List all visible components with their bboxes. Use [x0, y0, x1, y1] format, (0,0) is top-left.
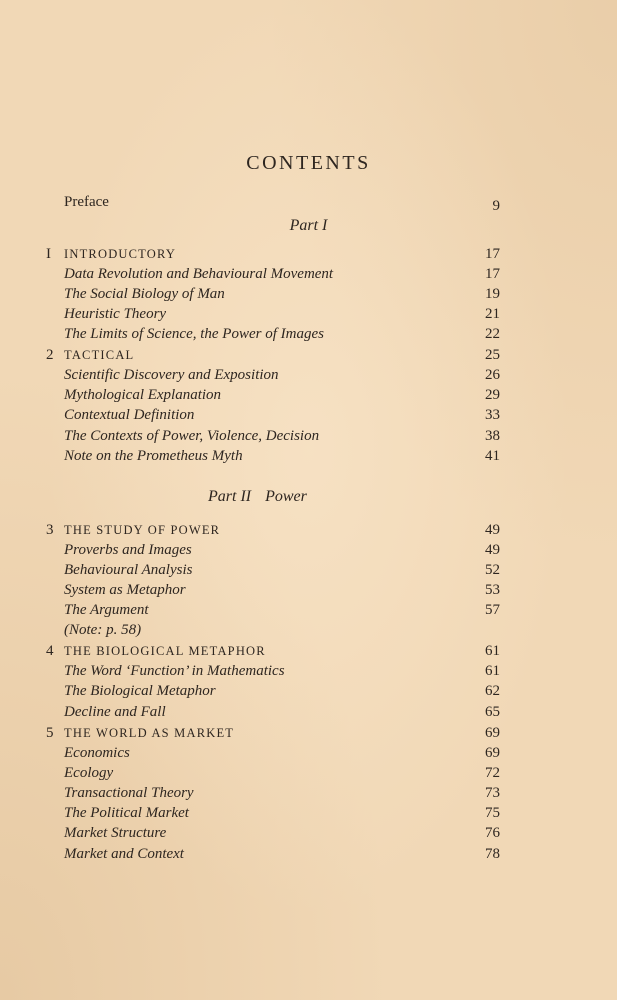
- entry-title: System as Metaphor: [64, 582, 186, 598]
- entry-title: The Contexts of Power, Violence, Decision: [64, 428, 320, 444]
- section-entry: [0, 304, 617, 324]
- chapter-number: 2: [46, 347, 54, 363]
- entry-page: 53: [485, 582, 500, 598]
- chapter-heading: [0, 345, 617, 365]
- entry-page: 75: [485, 805, 500, 821]
- entry-title: INTRODUCTORY: [64, 247, 177, 261]
- section-entry: [0, 324, 617, 344]
- entry-page: 19: [485, 286, 500, 302]
- chapter-heading: [0, 723, 617, 743]
- entry-title: The Limits of Science, the Power of Images: [64, 326, 324, 342]
- section-entry: [0, 264, 617, 284]
- entry-page: 49: [485, 542, 500, 558]
- entry-page: 76: [485, 825, 500, 841]
- entry-title: Proverbs and Images: [64, 542, 192, 558]
- section-entry: [0, 620, 617, 640]
- entry-title: Heuristic Theory: [64, 306, 167, 322]
- entry-page: 22: [485, 326, 500, 342]
- entry-title: (Note: p. 58): [64, 622, 142, 638]
- entry-title: Transactional Theory: [64, 785, 194, 801]
- entry-page: 26: [485, 367, 500, 383]
- entry-page: 21: [485, 306, 500, 322]
- section-entry: [0, 803, 617, 823]
- chapter-number: I: [46, 246, 51, 262]
- entry-title: Mythological Explanation: [64, 387, 222, 403]
- section-entry: [0, 681, 617, 701]
- part-label: Part II: [208, 488, 252, 505]
- entry-title: THE BIOLOGICAL METAPHOR: [64, 644, 266, 658]
- entry-page: 38: [485, 428, 500, 444]
- entry-page: 61: [485, 643, 500, 659]
- entry-page: 69: [485, 725, 500, 741]
- part-subtitle: Power: [265, 488, 307, 505]
- chapter-number: 3: [46, 522, 54, 538]
- entry-title: Behavioural Analysis: [64, 562, 193, 578]
- section-entry: [0, 405, 617, 425]
- section-entry: [0, 661, 617, 681]
- entry-title: Market and Context: [64, 846, 184, 862]
- section-entry: [0, 365, 617, 385]
- entry-page: 62: [485, 683, 500, 699]
- section-entry: [0, 702, 617, 722]
- entry-title: Data Revolution and Behavioural Movement: [64, 266, 334, 282]
- entry-title: Note on the Prometheus Myth: [64, 448, 243, 464]
- section-entry: [0, 844, 617, 864]
- entry-page: 52: [485, 562, 500, 578]
- entry-page: 65: [485, 704, 500, 720]
- section-entry: [0, 580, 617, 600]
- page-title: CONTENTS: [246, 152, 371, 174]
- entry-title: The Word ‘Function’ in Mathematics: [64, 663, 285, 679]
- section-entry: [0, 385, 617, 405]
- entry-page: 73: [485, 785, 500, 801]
- entry-page: 69: [485, 745, 500, 761]
- entry-title: Market Structure: [64, 825, 167, 841]
- entry-page: 72: [485, 765, 500, 781]
- section-entry: [0, 823, 617, 843]
- entry-title: Preface: [64, 194, 109, 210]
- entry-title: Scientific Discovery and Exposition: [64, 367, 279, 383]
- entry-page: 57: [485, 602, 500, 618]
- entry-page: 78: [485, 846, 500, 862]
- entry-page: 41: [485, 448, 500, 464]
- section-entry: [0, 540, 617, 560]
- entry-title: The Argument: [64, 602, 149, 618]
- entry-page: 9: [492, 198, 500, 214]
- section-entry: [0, 560, 617, 580]
- entry-page: 49: [485, 522, 500, 538]
- section-entry: [0, 284, 617, 304]
- section-entry: [0, 763, 617, 783]
- chapter-heading: [0, 520, 617, 540]
- entry-title: The Biological Metaphor: [64, 683, 216, 699]
- entry-page: 17: [485, 266, 500, 282]
- entry-page: 17: [485, 246, 500, 262]
- entry-title: THE STUDY OF POWER: [64, 523, 221, 537]
- entry-page: 61: [485, 663, 500, 679]
- entry-title: Economics: [64, 745, 130, 761]
- section-entry: [0, 783, 617, 803]
- entry-title: Contextual Definition: [64, 407, 195, 423]
- entry-page: 33: [485, 407, 500, 423]
- section-entry: [0, 743, 617, 763]
- chapter-heading: [0, 244, 617, 264]
- entry-title: TACTICAL: [64, 348, 135, 362]
- part-heading: Part I: [289, 217, 328, 234]
- preface-entry: [0, 192, 617, 212]
- entry-page: 25: [485, 347, 500, 363]
- entry-page: 29: [485, 387, 500, 403]
- entry-title: Decline and Fall: [64, 704, 166, 720]
- entry-title: The Social Biology of Man: [64, 286, 225, 302]
- chapter-heading: [0, 641, 617, 661]
- chapter-number: 5: [46, 725, 54, 741]
- section-entry: [0, 600, 617, 620]
- entry-title: The Political Market: [64, 805, 189, 821]
- section-entry: [0, 426, 617, 446]
- entry-title: THE WORLD AS MARKET: [64, 726, 235, 740]
- section-entry: [0, 446, 617, 466]
- part-heading: [208, 488, 307, 506]
- chapter-number: 4: [46, 643, 54, 659]
- entry-title: Ecology: [64, 765, 114, 781]
